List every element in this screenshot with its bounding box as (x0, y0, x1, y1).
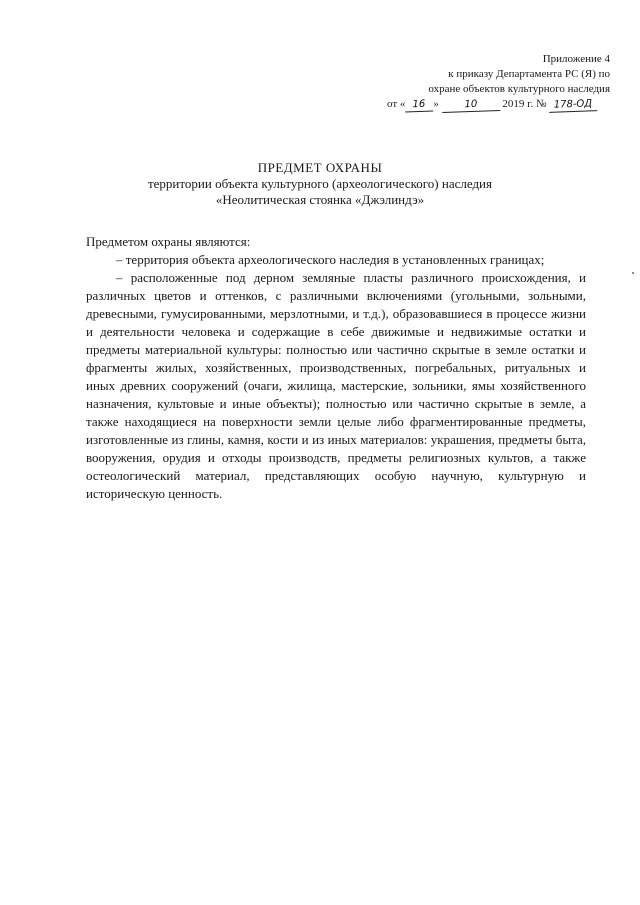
handwritten-month: 10 (441, 98, 499, 113)
title-subject: территории объекта культурного (археологического) наследия (147, 176, 492, 191)
title-heading: ПРЕДМЕТ ОХРАНЫ (257, 160, 383, 175)
body-item-territory: – территория объекта археологического наследия в установленных границах; (116, 252, 545, 267)
document-title (60, 160, 580, 208)
department-name: охране объектов культурного наследия (428, 83, 610, 95)
appendix-label: Приложение 4 (542, 53, 610, 65)
year-text: 2019 г. № (502, 98, 547, 110)
date-mid: » (433, 98, 439, 110)
handwritten-order-number: 178-ОД (549, 98, 597, 113)
order-date-line (375, 97, 610, 112)
body-item-layers: – расположенные под дерном земляные пласты различного происхождения, и различных цветов и оттенков, с различными включениями (угольными, зольными, древесными, гумусированными, мерзлотными, и т.д.), образовавшиеся в процессе жизни и деятельности человека и содержащие в себе движимые и недвижимые остатки и предметы материальной культуры: полностью или частично скрытые в земле остатки и фрагменты жилых, хозяйственных, производственных, погребальных, ритуальных и иных древних сооружений (очаги, жилища, мастерские, зольники, ямы хозяйственного назначения, культовые и иные объекты); полностью или частично скрытые в земле, а также находящиеся на поверхности земли целые либо фрагментированные предметы, изготовленные из глины, камня, кости и из иных материалов: украшения, предметы быта, вооружения, орудия и отходы производств, предметы религиозных культов, а также остеологический материал, представляющих особую научную, культурную и историческую ценность. (86, 270, 586, 501)
title-object-name: «Неолитическая стоянка «Джэлиндэ» (215, 192, 425, 207)
date-prefix: от « (387, 98, 406, 110)
document-body (86, 233, 586, 503)
body-intro: Предметом охраны являются: (86, 234, 251, 249)
handwritten-day: 16 (405, 99, 433, 113)
scan-mark (632, 272, 634, 274)
order-reference: к приказу Департамента РС (Я) по (448, 68, 610, 80)
appendix-header (375, 52, 610, 112)
